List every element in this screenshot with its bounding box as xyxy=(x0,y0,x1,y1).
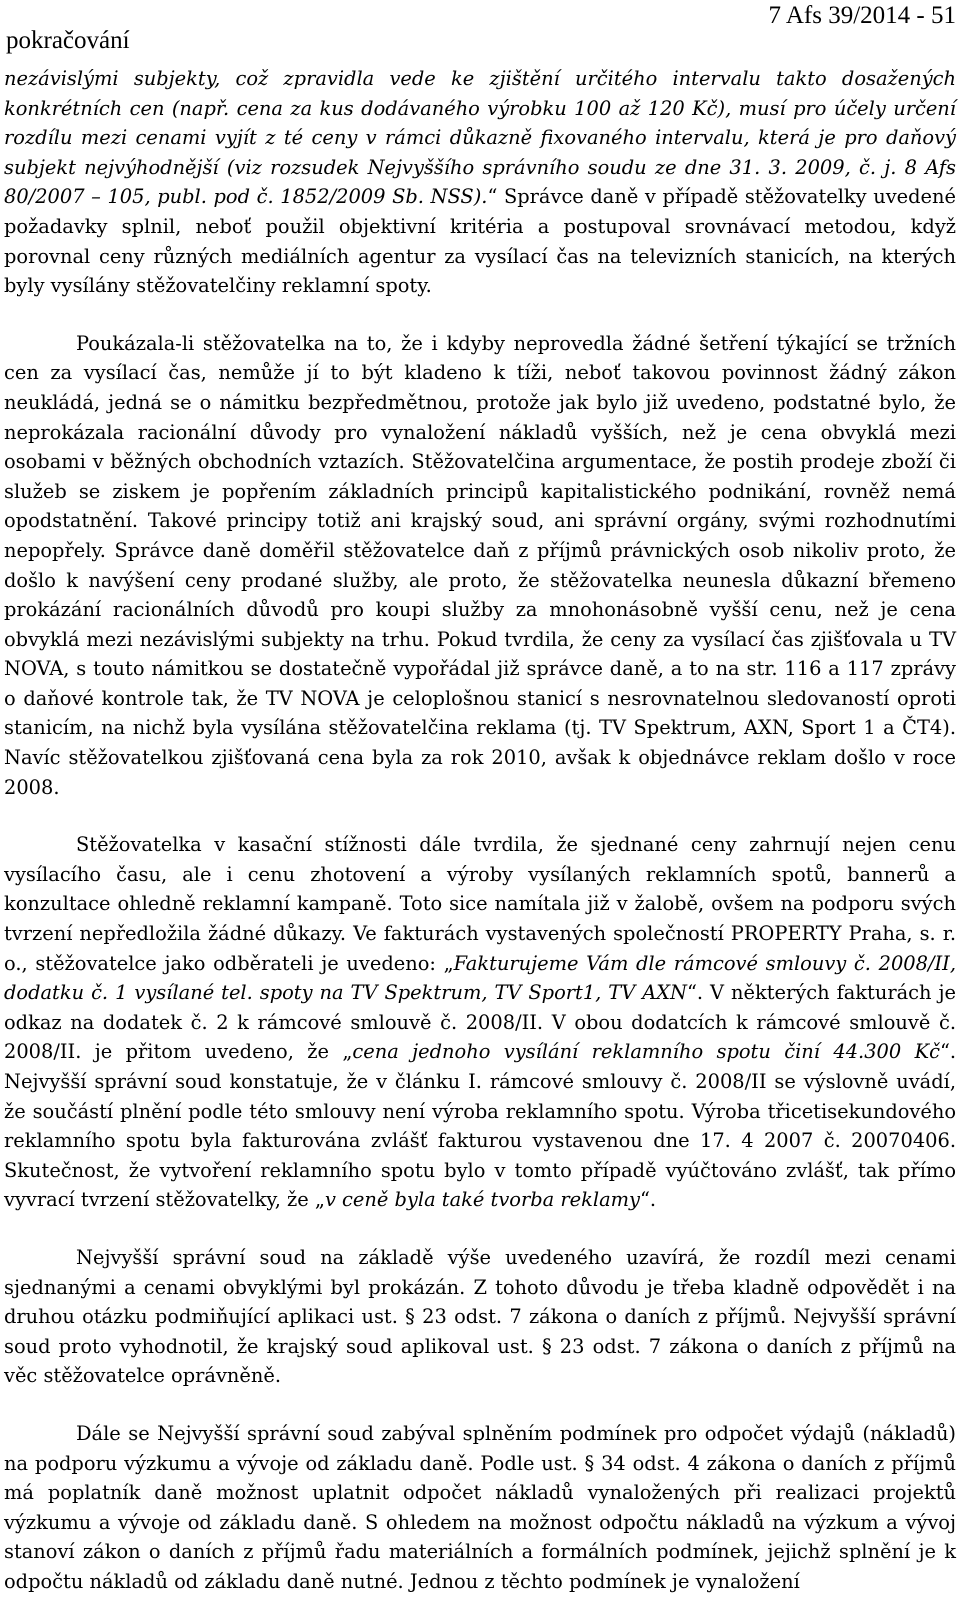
paragraph-text: “. V některých fakturách je odkaz na dodatek č. 2 k rámcové smlouvě č. 2008/II. V obou dodatcích k rámcové smlouvě č. 2008/II. je přitom uvedeno, že „ xyxy=(4,981,956,1064)
document-page xyxy=(4,0,956,1597)
quoted-amendment-text: cena jednoho vysílání reklamního spotu činí 44.300 Kč xyxy=(352,1040,940,1064)
paragraph-text: “. xyxy=(639,1188,657,1212)
paragraph-invoices xyxy=(4,830,956,1215)
paragraph-research-deduction: Dále se Nejvyšší správní soud zabýval splněním podmínek pro odpočet výdajů (nákladů) na podporu výzkumu a vývoje od základu daně. Podle ust. § 34 odst. 4 zákona o daních z příjmů má poplatník daně možnost uplatnit odpočet nákladů vynaložených při realizaci projektů výzkumu a vývoje od základu daně. S ohledem na možnost odpočtu nákladů na výzkum a vývoj stanoví zákon o daních z příjmů řadu materiálních a formálních podmínek, jejichž splnění je k odpočtu nákladů od základu daně nutné. Jednou z těchto podmínek je vynaložení xyxy=(4,1421,956,1593)
case-number: 7 Afs 39/2014 - 51 xyxy=(768,2,956,29)
quoted-text: nezávislými subjekty, což zpravidla vede ke zjištění určitého intervalu takto dosažených konkrétních cen (např. cena za kus dodávaného výrobku 100 až 120 Kč), musí pro účely určení rozdílu mezi cenami vyjít z té ceny v rámci důkazně fixovaného intervalu, která je pro daňový subjekt nejvýhodnější (viz rozsudek Nejvyššího správního soudu ze dne 31. 3. 2009, č. j. 8 Afs 80/2007 – 105, publ. pod č. 1852/2009 Sb. NSS). xyxy=(4,67,956,209)
continuation-label: pokračování xyxy=(6,27,130,54)
paragraph-text: “. Nejvyšší správní soud konstatuje, že v článku I. rámcové smlouvy č. 2008/II se výslovně uvádí, že součástí plnění podle této smlouvy není výroba reklamního spotu. Výroba třicetisekundového reklamního spotu byla fakturována zvlášť fakturou vystavenou dne 17. 4 2007 č. 20070406. Skutečnost, že vytvoření reklamního spotu bylo v tomto případě vyúčtováno zvlášť, tak přímo vyvrací tvrzení stěžovatelky, že „ xyxy=(4,1040,957,1212)
paragraph-market-prices: Poukázala-li stěžovatelka na to, že i kdyby neprovedla žádné šetření týkající se tržních cen za vysílací čas, nemůže jí to být kladeno k tíži, neboť takovou povinnost žádný zákon neukládá, jedná se o námitku bezpředmětnou, protože jak bylo již uvedeno, podstatné bylo, že neprokázala racionální důvody pro vynaložení nákladů vyšších, než je cena obvyklá mezi osobami v běžných obchodních vztazích. Stěžovatelčina argumentace, že postih prodeje zboží či služeb se ziskem je popřením základních principů kapitalistického podnikání, rovněž nemá opodstatnění. Takové principy totiž ani krajský soud, ani správní orgány, svými rozhodnutími nepopřely. Správce daně doměřil stěžovatelce daň z příjmů právnických osob nikoliv proto, že došlo k navýšení ceny prodané služby, ale proto, že stěžovatelka neunesla důkazní břemeno prokázání racionálních důvodů pro koupi služby za mnohonásobně vyšší cenu, než je cena obvyklá mezi nezávislými subjekty na trhu. Pokud tvrdila, že ceny za vysílací čas zjišťovala u TV NOVA, s touto námitkou se dostatečně vypořádal již správce daně, a to na str. 116 a 117 zprávy o daňové kontrole tak, že TV NOVA je celoplošnou stanicí s nesrovnatelnou sledovaností oproti stanicím, na nichž byla vysílána stěžovatelčina reklama (tj. TV Spektrum, AXN, Sport 1 a ČT4). Navíc stěžovatelkou zjišťovaná cena byla za rok 2010, avšak k objednávce reklam došlo v roce 2008. xyxy=(4,331,956,799)
paragraph-text: “ Správce daně v případě stěžovatelky uvedené požadavky splnil, neboť použil objektivní kritéria a postupoval srovnávací metodou, když porovnal ceny různých mediálních agentur za vysílací čas na televizních stanicích, na kterých byly vysílány stěžovatelčiny reklamní spoty. xyxy=(4,185,956,298)
quoted-invoice-text: Fakturujeme Vám dle rámcové smlouvy č. 2008/II, dodatku č. 1 vysílané tel. spoty na TV Spektrum, TV Sport1, TV AXN xyxy=(4,951,956,1005)
paragraph-conclusion: Nejvyšší správní soud na základě výše uvedeného uzavírá, že rozdíl mezi cenami sjednanými a cenami obvyklými byl prokázán. Z tohoto důvodu je třeba kladně odpovědět i na druhou otázku podmiňující aplikaci ust. § 23 odst. 7 zákona o daních z příjmů. Nejvyšší správní soud proto vyhodnotil, že krajský soud aplikoval ust. § 23 odst. 7 zákona o daních z příjmů na věc stěžovatelce oprávněně. xyxy=(4,1245,956,1388)
quoted-claim-text: v ceně byla také tvorba reklamy xyxy=(324,1188,640,1212)
paragraph-text: Stěžovatelka v kasační stížnosti dále tvrdila, že sjednané ceny zahrnují nejen cenu vysílacího času, ale i cenu zhotovení a výroby vysílaných reklamních spotů, bannerů a konzultace ohledně reklamní kampaně. Toto sice namítala již v žalobě, ovšem na podporu svých tvrzení nepředložila žádné důkazy. Ve fakturách vystavených společností PROPERTY Praha, s. r. o., stěžovatelce jako odběrateli je uvedeno: „ xyxy=(4,833,956,975)
paragraph-quote-continuation xyxy=(4,64,956,301)
page-header xyxy=(4,0,956,54)
